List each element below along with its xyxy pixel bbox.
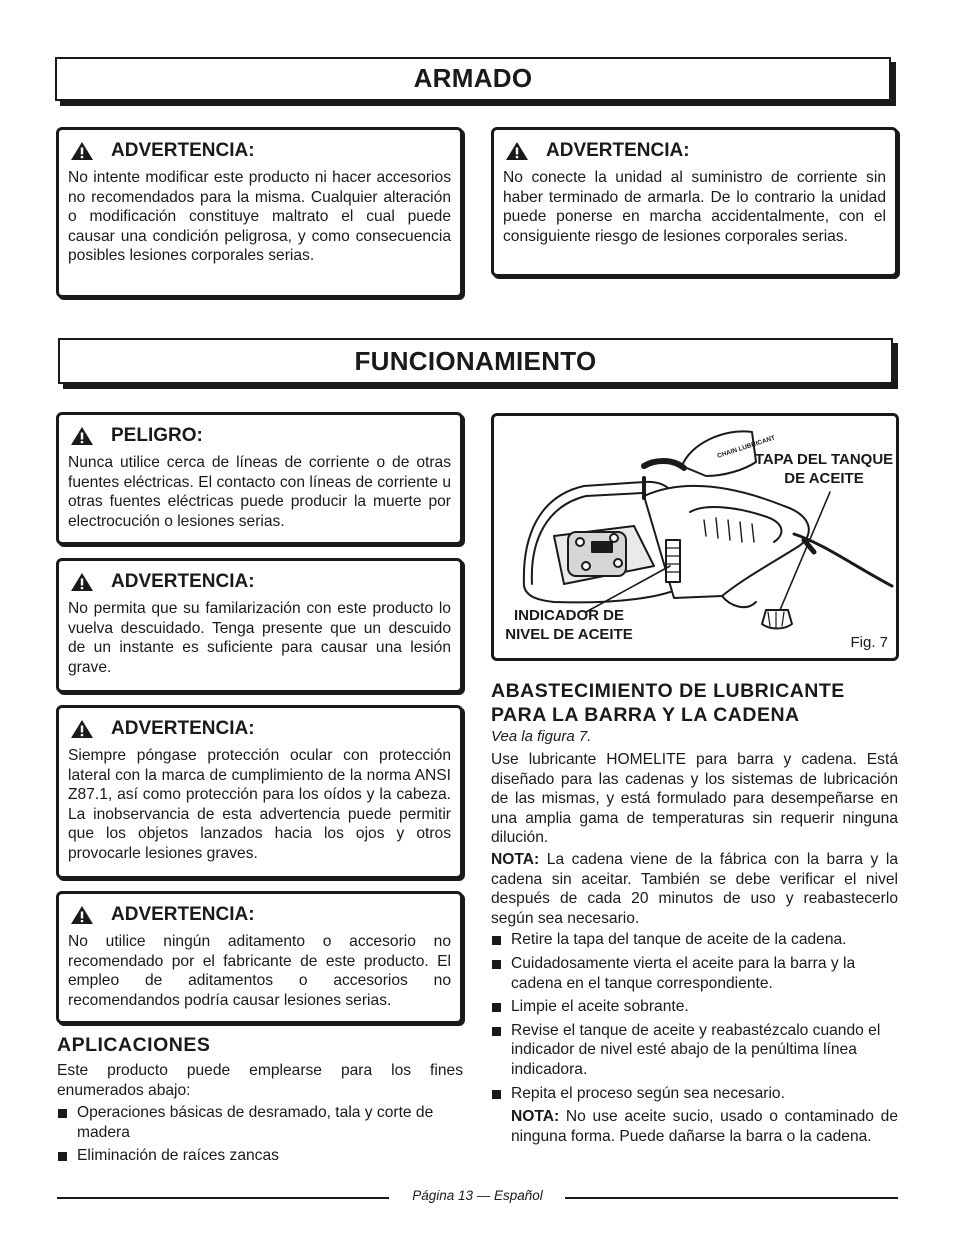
danger-heading — [70, 425, 451, 447]
warning-heading-label: ADVERTENCIA: — [111, 904, 255, 925]
page-footer — [57, 1188, 898, 1208]
figure-7 — [491, 413, 899, 661]
section-title-armado: ARMADO — [55, 57, 891, 101]
nota-text: La cadena viene de la fábrica con la barra y la cadena sin aceitar. También se debe verificar el nivel después de cada 20 minutos de uso y reabastecerlo según sea necesario. — [491, 850, 898, 927]
nota-label: NOTA: — [511, 1108, 560, 1126]
warning-heading-label: ADVERTENCIA: — [546, 140, 690, 161]
warning-heading — [70, 718, 451, 740]
aplicaciones-list — [57, 1103, 463, 1166]
list-item: Cuidadosamente vierta el aceite para la barra y la cadena en el tanque correspondiente. — [491, 954, 898, 993]
warning-text: Siempre póngase protección ocular con protección lateral con la marca de cumplimiento de la norma ANSI Z87.1, así como protección para los oídos y la cabeza. La inobservancia de esta advertencia puede permitir que los objetos lanzados hacia los ojos y otros provocarle lesiones graves. — [68, 747, 451, 862]
warning-text: No permita que su familarización con este producto lo vuelva descuidado. Tenga presente que un descuido de un instante es suficiente para causar una lesión grave. — [68, 600, 451, 676]
abastecimiento-heading-line2: PARA LA BARRA Y LA CADENA — [491, 704, 800, 726]
warning-box-protection — [56, 705, 463, 879]
warning-heading — [70, 140, 451, 162]
warning-box-familiarity — [56, 558, 463, 693]
list-item: Revise el tanque de aceite y reabastézcalo cuando el indicador de nivel esté abajo de la penúltima línea indicadora. — [491, 1021, 898, 1080]
warning-heading — [70, 571, 451, 593]
warning-heading-label: ADVERTENCIA: — [111, 571, 255, 592]
aplicaciones-body — [57, 1061, 463, 1170]
warning-heading-label: ADVERTENCIA: — [111, 718, 255, 739]
warning-box-modify — [56, 127, 463, 298]
figure-caption: Fig. 7 — [850, 634, 888, 651]
section-title-funcionamiento: FUNCIONAMIENTO — [58, 338, 893, 384]
danger-heading-label: PELIGRO: — [111, 425, 203, 446]
label-oil-tank-cap: TAPA DEL TANQUE DE ACEITE — [754, 451, 894, 487]
figure-reference: Vea la figura 7. — [491, 728, 592, 745]
bottle-label: CHAIN LUBRICANT — [716, 434, 776, 460]
nota-paragraph — [491, 850, 898, 928]
nota-label: NOTA: — [491, 850, 540, 868]
list-item: Retire la tapa del tanque de aceite de la cadena. — [491, 930, 898, 950]
warning-triangle-icon — [505, 141, 529, 161]
list-item: Repita el proceso según sea necesario. — [491, 1084, 898, 1104]
warning-heading-label: ADVERTENCIA: — [111, 140, 255, 161]
aplicaciones-heading: APLICACIONES — [57, 1034, 211, 1056]
nota-paragraph-2 — [491, 1107, 898, 1146]
warning-triangle-icon — [70, 905, 94, 925]
danger-text: Nunca utilice cerca de líneas de corriente o de otras fuentes eléctricas. El contacto con líneas de corriente u otras fuentes eléctricas puede producir la muerte por electrocución o lesiones serias. — [68, 454, 451, 530]
warning-box-accessories — [56, 891, 463, 1024]
abastecimiento-body — [491, 750, 898, 1146]
warning-text: No utilice ningún aditamento o accesorio no recomendado por el fabricante de este producto. El empleo de aditamentos o accesorios no recomendandos podría causar lesiones serias. — [68, 933, 451, 1009]
nota-text: No use aceite sucio, usado o contaminado de ninguna forma. Puede dañarse la barra o la cadena. — [511, 1108, 898, 1145]
warning-heading — [70, 904, 451, 926]
abastecimiento-heading — [491, 679, 899, 727]
warning-triangle-icon — [70, 719, 94, 739]
list-item: Eliminación de raíces zancas — [57, 1146, 463, 1166]
warning-triangle-icon — [70, 572, 94, 592]
warning-text: No intente modificar este producto ni hacer accesorios no recomendados para la misma. Cualquier alteración o modificación constituye maltrato el cual puede causar una condición peligrosa, y como consecuencia posibles lesiones corporales serias. — [68, 169, 451, 265]
list-item: Limpie el aceite sobrante. — [491, 997, 898, 1017]
warning-text: No conecte la unidad al suministro de corriente sin haber terminado de armarla. De lo contrario la unidad puede ponerse en marcha accidentalmente, con el consiguiente riesgo de lesiones corporales serias. — [503, 169, 886, 245]
warning-box-power — [491, 127, 898, 277]
page-number: Página 13 — Español — [412, 1188, 543, 1203]
abastecimiento-steps — [491, 930, 898, 1103]
abastecimiento-intro: Use lubricante HOMELITE para barra y cadena. Está diseñado para las cadenas y los sistemas de lubricación de las mismas, y está formulado para desempeñarse en una amplia gama de temperaturas sin requerir ninguna dilución. — [491, 751, 898, 847]
abastecimiento-heading-line1: ABASTECIMIENTO DE LUBRICANTE — [491, 680, 845, 702]
aplicaciones-intro: Este producto puede emplearse para los fines enumerados abajo: — [57, 1062, 463, 1099]
danger-box — [56, 412, 463, 545]
warning-triangle-icon — [70, 141, 94, 161]
list-item: Operaciones básicas de desramado, tala y corte de madera — [57, 1103, 463, 1142]
warning-heading — [505, 140, 886, 162]
label-oil-level-indicator: INDICADOR DE NIVEL DE ACEITE — [505, 607, 633, 643]
warning-triangle-icon — [70, 426, 94, 446]
